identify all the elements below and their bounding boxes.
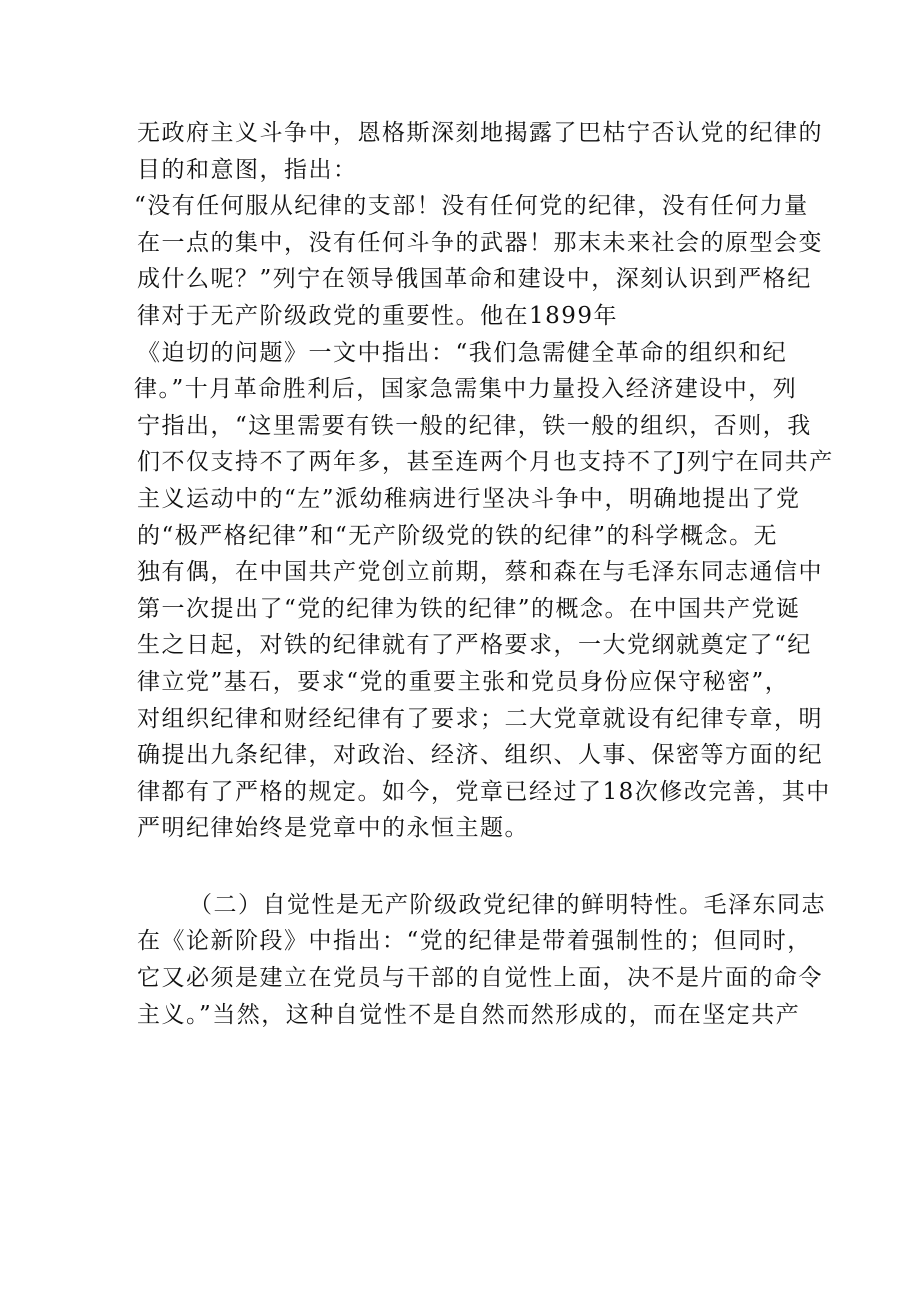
- text-line: 主义运动中的“左”派幼稚病进行坚决斗争中，明确地提出了党: [137, 485, 801, 512]
- text-line: 第一次提出了“党的纪律为铁的纪律”的概念。在中国共产党诞: [137, 595, 801, 622]
- text-line: 律对于无产阶级政党的重要性。他在1899年: [137, 302, 619, 329]
- text-line: 宁指出，“这里需要有铁一般的纪律，铁一般的组织，否则，我: [137, 412, 812, 439]
- text-line: 无政府主义斗争中，恩格斯深刻地揭露了巴枯宁否认党的纪律的: [137, 120, 823, 146]
- text-line: 律。”十月革命胜利后，国家急需集中力量投入经济建设中，列: [134, 376, 798, 403]
- text-line: 主义。”当然，这种自觉性不是自然而然形成的，而在坚定共产: [137, 1001, 801, 1028]
- text-line: 在一点的集中，没有任何斗争的武器！那末未来社会的原型会变: [137, 229, 823, 256]
- text-line: 在《论新阶段》中指出：“党的纪律是带着强制性的；但同时，: [137, 928, 812, 955]
- text-line: 它又必须是建立在党员与干部的自觉性上面，决不是片面的命令: [137, 965, 823, 992]
- text-line: “没有任何服从纪律的支部！没有任何党的纪律，没有任何力量: [134, 193, 809, 220]
- text-line: 确提出九条纪律，对政治、经济、组织、人事、保密等方面的纪: [137, 742, 823, 769]
- text-line: 《迫切的问题》一文中指出：“我们急需健全革命的组织和纪: [137, 339, 788, 366]
- text-line: 严明纪律始终是党章中的永恒主题。: [137, 815, 529, 842]
- text-line: 独有偶，在中国共产党创立前期，蔡和森在与毛泽东同志通信中: [137, 559, 823, 586]
- text-line: （二）自觉性是无产阶级政党纪律的鲜明特性。毛泽东同志: [189, 891, 826, 918]
- paragraph-spacer: [137, 847, 797, 887]
- text-line: 律立党”基石，要求“党的重要主张和党员身份应保守秘密”，: [137, 668, 790, 695]
- document-body: [134, 115, 834, 1033]
- text-line: 对组织纪律和财经纪律有了要求；二大党章就设有纪律专章，明: [137, 705, 823, 732]
- text-line: 们不仅支持不了两年多，甚至连两个月也支持不了J列宁在同共产: [137, 449, 834, 476]
- text-line: 成什么呢？”列宁在领导俄国革命和建设中，深刻认识到严格纪: [137, 266, 812, 293]
- text-line: 目的和意图，指出：: [137, 156, 358, 183]
- text-line: 的“极严格纪律”和“无产阶级党的铁的纪律”的科学概念。无: [137, 522, 779, 549]
- text-line: 生之日起，对铁的纪律就有了严格要求，一大党纲就奠定了“纪: [137, 632, 812, 659]
- text-line: 律都有了严格的规定。如今，党章已经过了18次修改完善，其中: [137, 778, 831, 805]
